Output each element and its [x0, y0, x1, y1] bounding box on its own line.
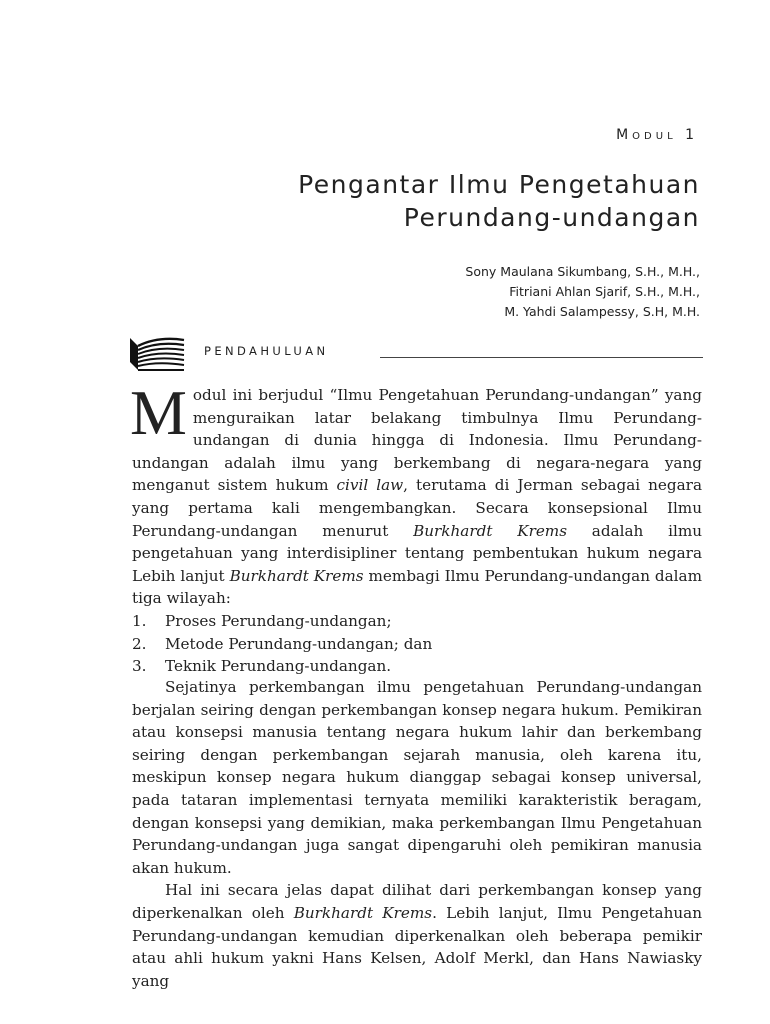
paragraph-3: Hal ini secara jelas dapat dilihat dari perkembangan konsep yang diperkenalkan oleh Burkhardt Krems. Lebih lanjut, Ilmu Pengetahuan Perundang-undangan kemudian diperkenalkan oleh beberapa pemikir atau ahli hukum yakni Hans Kelsen, Adolf Merkl, dan Hans Nawiasky yang: [132, 881, 702, 990]
intro-text-b: , terutama di Jerman sebagai negara yang pertama kali mengembangkan. Secara konsepsional Ilmu Perundang-undangan menurut: [132, 476, 702, 540]
list-item: 3. Teknik Perundang-undangan.: [132, 657, 392, 676]
author-3: M. Yahdi Salampessy, S.H, M.H.: [504, 304, 700, 319]
name-krems-1: Burkhardt Krems: [413, 521, 568, 540]
author-list: [465, 262, 700, 322]
name-krems-3: Burkhardt Krems: [293, 903, 433, 922]
book-pages-icon: [128, 332, 186, 372]
intro-paragraph: [130, 377, 702, 610]
author-2: Fitriani Ahlan Sjarif, S.H., M.H.,: [509, 284, 700, 299]
intro-block: [130, 377, 702, 678]
term-civil-law: civil law: [336, 476, 404, 495]
title-line-1: Pengantar Ilmu Pengetahuan: [298, 170, 700, 199]
list-item: 2. Metode Perundang-undangan; dan: [132, 634, 433, 653]
section-title: PENDAHULUAN: [204, 344, 329, 358]
section-header: [128, 332, 703, 372]
section-rule: [380, 357, 703, 358]
intro-text-c: adalah ilmu pengetahuan yang interdisipliner tentang pembentukan hukum negara Lebih lanjut: [132, 521, 702, 585]
module-label: Modul 1: [616, 127, 698, 143]
intro-text-a: odul ini berjudul “Ilmu Pengetahuan Perundang-undangan” yang menguraikan latar belakang timbulnya Ilmu Perundang-undangan di dunia hingga di Indonesia. Ilmu Perundang-undangan adalah ilmu yang berkembang di negara-negara yang menganut sistem hukum: [132, 386, 702, 495]
body-block: [132, 676, 702, 992]
author-1: Sony Maulana Sikumbang, S.H., M.H.,: [465, 264, 700, 279]
name-krems-2: Burkhardt Krems: [229, 566, 364, 585]
paragraph-2: Sejatinya perkembangan ilmu pengetahuan Perundang-undangan berjalan seiring dengan perkembangan konsep negara hukum. Pemikiran atau konsepsi manusia tentang negara hukum lahir dan berkembang seiring dengan perkembangan sejarah manusia, oleh karena itu, meskipun konsep negara hukum dianggap sebagai konsep universal, pada tataran implementasi ternyata memiliki karakteristik beragam, dengan konsepsi yang demikian, maka perkembangan Ilmu Pengetahuan Perundang-undangan juga sangat dipengaruhi oleh pemikiran manusia akan hukum.: [132, 678, 702, 877]
numbered-list: [132, 610, 702, 678]
drop-cap: M: [130, 377, 187, 448]
intro-text-d: membagi Ilmu Perundang-undangan dalam tiga wilayah:: [132, 566, 702, 608]
page-title: [298, 168, 700, 234]
title-line-2: Perundang-undangan: [403, 203, 700, 232]
list-item: 1. Proses Perundang-undangan;: [132, 611, 392, 630]
